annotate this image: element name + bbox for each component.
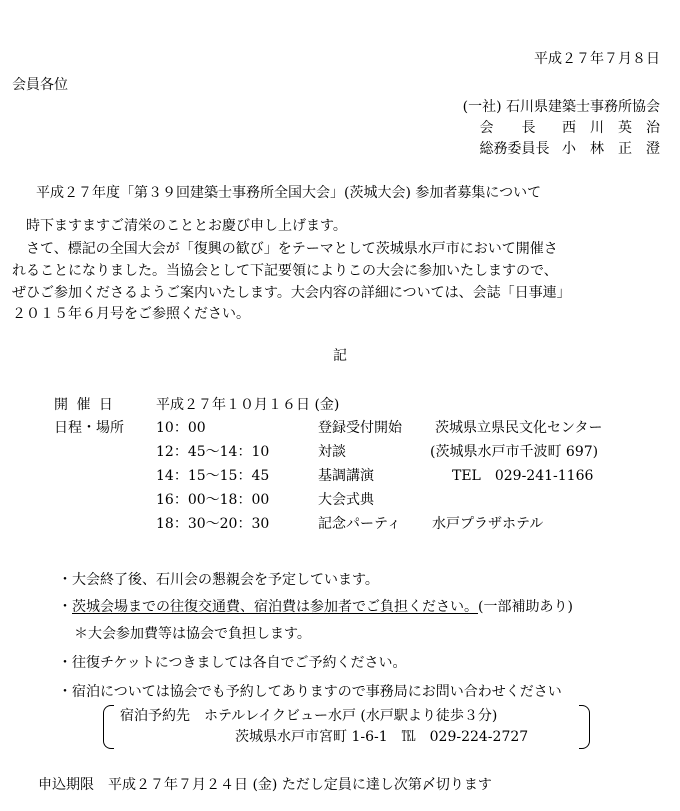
- body-line-5: ２０１５年６月号をご参照ください。: [12, 306, 250, 322]
- body-line-3: れることになりました。当協会として下記要領によりこの大会に参加いたしますので、: [12, 263, 558, 279]
- schedule-detail-1: 茨城県立県民文化センター: [435, 420, 603, 436]
- schedule-time-2: 12：45〜14：10: [156, 444, 270, 460]
- note-3: ・往復チケットにつきましては各自でご予約ください。: [58, 655, 407, 671]
- schedule-event-4: 大会式典: [318, 492, 374, 508]
- note-2: [58, 599, 573, 616]
- committee-title: 総務委員長: [479, 141, 550, 157]
- schedule-time-5: 18：30〜20：30: [156, 516, 270, 532]
- note-2-bullet: ・: [58, 599, 72, 615]
- schedule-time-3: 14：15〜15：45: [156, 468, 270, 484]
- schedule-date-label: 開 催 日: [54, 397, 115, 413]
- note-2-sub: ＊大会参加費等は協会で負担します。: [74, 626, 311, 642]
- committee-name: 小 林 正 澄: [562, 141, 660, 157]
- sender-org: [463, 99, 660, 116]
- schedule-time-4: 16：00〜18：00: [156, 492, 270, 508]
- president-name: 西 川 英 治: [562, 120, 660, 136]
- schedule-event-3: 基調講演: [318, 468, 374, 484]
- schedule-detail-2: (茨城県水戸市千波町 697): [430, 444, 599, 460]
- hotel-bracket-right: [579, 705, 590, 749]
- schedule-event-2: 対談: [318, 444, 346, 460]
- president-title: 会 長: [479, 120, 536, 136]
- schedule-detail-5: 水戸プラザホテル: [432, 516, 544, 532]
- note-2-suffix: (一部補助あり): [478, 599, 573, 615]
- application-deadline: 申込期限 平成２７年７月２４日 (金) ただし定員に達し次第〆切ります: [38, 777, 492, 793]
- schedule-date-value: 平成２７年１０月１６日 (金): [156, 397, 340, 413]
- document-date: 平成２７年７月８日: [534, 51, 660, 67]
- hotel-bracket-left: [103, 705, 114, 749]
- schedule-time-1: 10：00: [156, 420, 206, 436]
- hotel-line-2: 茨城県水戸市宮町 1-6-1 ℡ 029-224-2727: [235, 729, 529, 745]
- sender-committee: [480, 141, 660, 158]
- recipient: 会員各位: [12, 77, 68, 93]
- note-4: ・宿泊については協会でも予約してありますので事務局にお問い合わせください: [58, 684, 562, 700]
- body-line-4: ぜひご参加くださるようご案内いたします。大会内容の詳細については、会誌「日事連」: [12, 285, 571, 301]
- note-2-underlined: 茨城会場までの往復交通費、宿泊費は参加者でご負担ください。: [72, 599, 478, 615]
- hotel-line-1: 宿泊予約先 ホテルレイクビュー水戸 (水戸駅より徒歩３分): [120, 708, 498, 724]
- body-line-2: さて、標記の全国大会が「復興の歓び」をテーマとして茨城県水戸市において開催さ: [26, 241, 558, 257]
- schedule-event-1: 登録受付開始: [318, 420, 402, 436]
- sender-president: [480, 120, 660, 137]
- body-line-1: 時下ますますご清栄のこととお慶び申し上げます。: [26, 218, 347, 234]
- subject-line: 平成２７年度「第３９回建築士事務所全国大会」(茨城大会) 参加者募集について: [36, 185, 542, 201]
- ki-heading: 記: [333, 348, 347, 364]
- sender-org-name: (一社) 石川県建築士事務所協会: [462, 99, 660, 115]
- note-1: ・大会終了後、石川会の懇親会を予定しています。: [58, 572, 379, 588]
- schedule-event-5: 記念パーティ: [318, 516, 401, 532]
- schedule-detail-3: TEL 029-241-1166: [452, 468, 594, 484]
- schedule-place-label: 日程・場所: [54, 420, 124, 436]
